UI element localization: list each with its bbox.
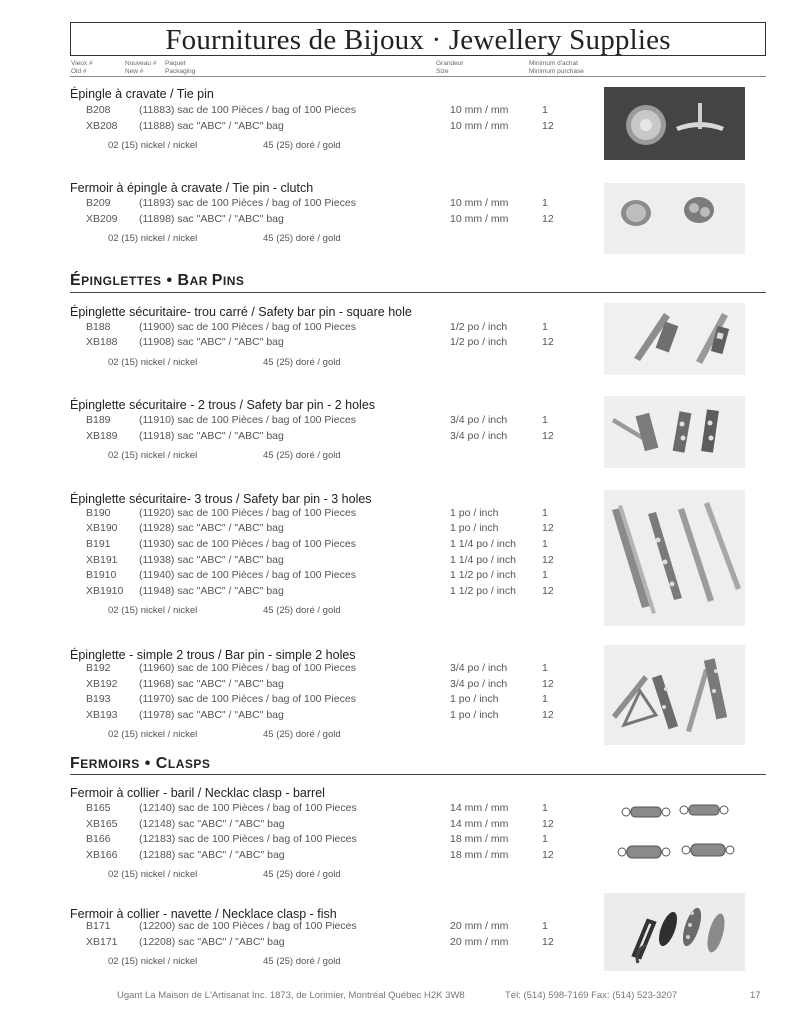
finish-nickel: 02 (15) nickel / nickel (108, 233, 198, 244)
table-row (0, 849, 600, 864)
table-row (0, 554, 600, 569)
item-minimum: 12 (542, 522, 554, 534)
item-size: 18 mm / mm (450, 833, 509, 845)
table-row (0, 936, 600, 951)
cat-bullet: • (139, 755, 156, 772)
item-minimum: 12 (542, 213, 554, 225)
table-row (0, 693, 600, 708)
product-photo (604, 490, 745, 626)
item-size: 14 mm / mm (450, 818, 509, 830)
item-size: 20 mm / mm (450, 936, 509, 948)
item-minimum: 1 (542, 321, 548, 333)
item-description: (11918) sac "ABC" / "ABC" bag (139, 430, 284, 442)
item-code: XB208 (86, 120, 118, 132)
item-size: 20 mm / mm (450, 920, 509, 932)
cat-word: ERMOIRS (80, 757, 140, 771)
product-title: Fermoir à collier - baril / Necklac clasp - barrel (70, 786, 325, 800)
product-photo (604, 87, 745, 160)
cat-word: LASPS (167, 757, 211, 771)
table-row (0, 120, 600, 135)
item-size: 1 po / inch (450, 709, 499, 721)
item-description: (11920) sac de 100 Pièces / bag of 100 Pieces (139, 507, 356, 519)
table-row (0, 507, 600, 522)
item-minimum: 12 (542, 936, 554, 948)
item-size: 10 mm / mm (450, 197, 509, 209)
item-description: (11888) sac "ABC" / "ABC" bag (139, 120, 284, 132)
finish-gold: 45 (25) doré / gold (263, 233, 341, 244)
table-row (0, 213, 600, 228)
item-minimum: 1 (542, 104, 548, 116)
item-code: XB188 (86, 336, 118, 348)
footer-phone: Tél: (514) 598-7169 Fax: (514) 523-3207 (505, 990, 678, 1001)
item-size: 1 1/4 po / inch (450, 554, 516, 566)
cat-letter: É (70, 272, 82, 289)
item-code: B1910 (86, 569, 117, 581)
table-row (0, 538, 600, 553)
product-title: Épinglette - simple 2 trous / Bar pin - simple 2 holes (70, 648, 356, 662)
cat-word: INS (222, 274, 245, 288)
item-minimum: 1 (542, 569, 548, 581)
table-row (0, 678, 600, 693)
item-minimum: 1 (542, 538, 548, 550)
item-code: XB166 (86, 849, 118, 861)
header-old-fr: Vieux # (71, 60, 93, 67)
finish-nickel: 02 (15) nickel / nickel (108, 605, 198, 616)
item-code: XB191 (86, 554, 118, 566)
item-minimum: 1 (542, 833, 548, 845)
product-photo (604, 893, 745, 971)
header-min-en: Minimum purchase (529, 67, 584, 75)
product-title: Fermoir à collier - navette / Necklace clasp - fish (70, 907, 337, 921)
table-row (0, 104, 600, 119)
item-size: 14 mm / mm (450, 802, 509, 814)
item-code: XB165 (86, 818, 118, 830)
table-row (0, 920, 600, 935)
item-size: 18 mm / mm (450, 849, 509, 861)
table-row (0, 709, 600, 724)
category-heading-bar-pins (70, 272, 244, 290)
finish-gold: 45 (25) doré / gold (263, 869, 341, 880)
page-title-box (70, 22, 766, 56)
table-row (0, 818, 600, 833)
item-description: (12140) sac de 100 Pièces / bag of 100 Pieces (139, 802, 357, 814)
item-size: 10 mm / mm (450, 120, 509, 132)
item-description: (12148) sac "ABC" / "ABC" bag (139, 818, 285, 830)
item-size: 1 po / inch (450, 693, 499, 705)
item-code: XB209 (86, 213, 118, 225)
cat-bullet: • (161, 272, 178, 289)
header-new-fr: Nouveau # (125, 60, 157, 67)
item-description: (11893) sac de 100 Pièces / bag of 100 Pieces (139, 197, 356, 209)
product-title: Épinglette sécuritaire- 3 trous / Safety bar pin - 3 holes (70, 492, 372, 506)
item-description: (11908) sac "ABC" / "ABC" bag (139, 336, 284, 348)
item-description: (11970) sac de 100 Pièces / bag of 100 Pieces (139, 693, 356, 705)
table-row (0, 585, 600, 600)
item-description: (12200) sac de 100 Pièces / bag of 100 Pieces (139, 920, 357, 932)
table-row (0, 662, 600, 677)
cat-letter: F (70, 755, 81, 772)
item-minimum: 12 (542, 554, 554, 566)
item-description: (11910) sac de 100 Pièces / bag of 100 Pieces (139, 414, 356, 426)
product-photo (604, 396, 745, 468)
table-row (0, 833, 600, 848)
item-minimum: 1 (542, 662, 548, 674)
cat-word: PINGLETTES (81, 274, 162, 288)
item-code: XB192 (86, 678, 118, 690)
item-description: (11928) sac "ABC" / "ABC" bag (139, 522, 284, 534)
finish-gold: 45 (25) doré / gold (263, 956, 341, 967)
item-size: 1 po / inch (450, 507, 499, 519)
header-pack-en: Packaging (165, 67, 196, 75)
page-number: 17 (750, 990, 761, 1001)
item-size: 1 po / inch (450, 522, 499, 534)
cat-letter: C (155, 755, 168, 772)
header-min-fr: Minimum d'achat (529, 60, 578, 67)
item-description: (12208) sac "ABC" / "ABC" bag (139, 936, 285, 948)
product-photo (604, 790, 745, 876)
item-code: XB189 (86, 430, 118, 442)
item-size: 1 1/4 po / inch (450, 538, 516, 550)
finish-gold: 45 (25) doré / gold (263, 605, 341, 616)
header-new-number (125, 60, 156, 75)
item-minimum: 12 (542, 336, 554, 348)
item-description: (11883) sac de 100 Pièces / bag of 100 Pieces (139, 104, 356, 116)
item-code: B191 (86, 538, 111, 550)
item-size: 1 1/2 po / inch (450, 569, 516, 581)
table-row (0, 802, 600, 817)
item-minimum: 1 (542, 920, 548, 932)
product-photo (604, 183, 745, 254)
item-code: XB190 (86, 522, 118, 534)
item-code: B190 (86, 507, 111, 519)
category-rule (70, 292, 766, 293)
header-packaging (165, 60, 195, 75)
finish-nickel: 02 (15) nickel / nickel (108, 357, 198, 368)
table-row (0, 336, 600, 351)
product-title: Épinglette sécuritaire- trou carré / Safety bar pin - square hole (70, 305, 412, 319)
cat-word: AR (189, 274, 212, 288)
item-code: B188 (86, 321, 111, 333)
page-title: Fournitures de Bijoux · Jewellery Supplies (165, 24, 671, 56)
table-row (0, 569, 600, 584)
finish-gold: 45 (25) doré / gold (263, 729, 341, 740)
item-description: (11898) sac "ABC" / "ABC" bag (139, 213, 284, 225)
item-size: 1 1/2 po / inch (450, 585, 516, 597)
item-minimum: 1 (542, 693, 548, 705)
item-minimum: 12 (542, 430, 554, 442)
item-description: (11940) sac de 100 Pièces / bag of 100 Pieces (139, 569, 356, 581)
header-pack-fr: Paquet (165, 60, 186, 67)
item-code: B192 (86, 662, 111, 674)
item-code: B193 (86, 693, 111, 705)
item-minimum: 12 (542, 585, 554, 597)
item-description: (12183) sac de 100 Pièces / bag of 100 Pieces (139, 833, 357, 845)
item-size: 10 mm / mm (450, 104, 509, 116)
table-row (0, 430, 600, 445)
product-photo (604, 303, 745, 375)
item-description: (11968) sac "ABC" / "ABC" bag (139, 678, 284, 690)
item-description: (11930) sac de 100 Pièces / bag of 100 Pieces (139, 538, 356, 550)
item-minimum: 1 (542, 414, 548, 426)
item-code: B209 (86, 197, 111, 209)
product-title: Épingle à cravate / Tie pin (70, 87, 214, 101)
table-row (0, 197, 600, 212)
item-description: (11948) sac "ABC" / "ABC" bag (139, 585, 284, 597)
header-old-en: Old # (71, 67, 87, 75)
item-code: B166 (86, 833, 111, 845)
item-size: 1/2 po / inch (450, 336, 508, 348)
category-rule (70, 774, 766, 775)
product-title: Épinglette sécuritaire - 2 trous / Safety bar pin - 2 holes (70, 398, 376, 412)
product-title: Fermoir à épingle à cravate / Tie pin - clutch (70, 181, 314, 195)
item-minimum: 12 (542, 120, 554, 132)
footer-company: Ugant La Maison de L'Artisanat Inc. 1873, de Lorimier, Montréal Québec H2K 3W8 (117, 990, 465, 1001)
item-description: (11978) sac "ABC" / "ABC" bag (139, 709, 284, 721)
header-old-number (71, 60, 93, 75)
item-minimum: 1 (542, 197, 548, 209)
item-description: (11960) sac de 100 Pièces / bag of 100 Pieces (139, 662, 356, 674)
header-size-en: Size (436, 67, 449, 75)
item-size: 3/4 po / inch (450, 662, 508, 674)
header-rule (70, 76, 766, 77)
finish-nickel: 02 (15) nickel / nickel (108, 140, 198, 151)
finish-gold: 45 (25) doré / gold (263, 140, 341, 151)
finish-gold: 45 (25) doré / gold (263, 450, 341, 461)
header-size (436, 60, 463, 75)
item-minimum: 1 (542, 802, 548, 814)
item-minimum: 12 (542, 709, 554, 721)
item-code: B208 (86, 104, 111, 116)
item-size: 10 mm / mm (450, 213, 509, 225)
item-description: (11900) sac de 100 Pièces / bag of 100 Pieces (139, 321, 356, 333)
finish-nickel: 02 (15) nickel / nickel (108, 956, 198, 967)
item-description: (12188) sac "ABC" / "ABC" bag (139, 849, 285, 861)
item-code: XB193 (86, 709, 118, 721)
item-size: 3/4 po / inch (450, 414, 508, 426)
header-minimum (529, 60, 584, 75)
item-code: B189 (86, 414, 111, 426)
table-row (0, 522, 600, 537)
category-heading-clasps (70, 755, 210, 773)
item-size: 1/2 po / inch (450, 321, 508, 333)
item-code: B171 (86, 920, 111, 932)
cat-letter: B (177, 272, 190, 289)
finish-nickel: 02 (15) nickel / nickel (108, 450, 198, 461)
cat-letter: P (211, 272, 223, 289)
header-new-en: New # (125, 67, 144, 75)
item-code: XB171 (86, 936, 118, 948)
finish-gold: 45 (25) doré / gold (263, 357, 341, 368)
item-size: 3/4 po / inch (450, 430, 508, 442)
item-minimum: 12 (542, 818, 554, 830)
header-size-fr: Grandeur (436, 60, 464, 67)
item-description: (11938) sac "ABC" / "ABC" bag (139, 554, 284, 566)
item-minimum: 12 (542, 849, 554, 861)
finish-nickel: 02 (15) nickel / nickel (108, 729, 198, 740)
item-minimum: 1 (542, 507, 548, 519)
item-size: 3/4 po / inch (450, 678, 508, 690)
item-code: B165 (86, 802, 111, 814)
item-code: XB1910 (86, 585, 124, 597)
table-row (0, 321, 600, 336)
table-row (0, 414, 600, 429)
product-photo (604, 645, 745, 745)
finish-nickel: 02 (15) nickel / nickel (108, 869, 198, 880)
item-minimum: 12 (542, 678, 554, 690)
